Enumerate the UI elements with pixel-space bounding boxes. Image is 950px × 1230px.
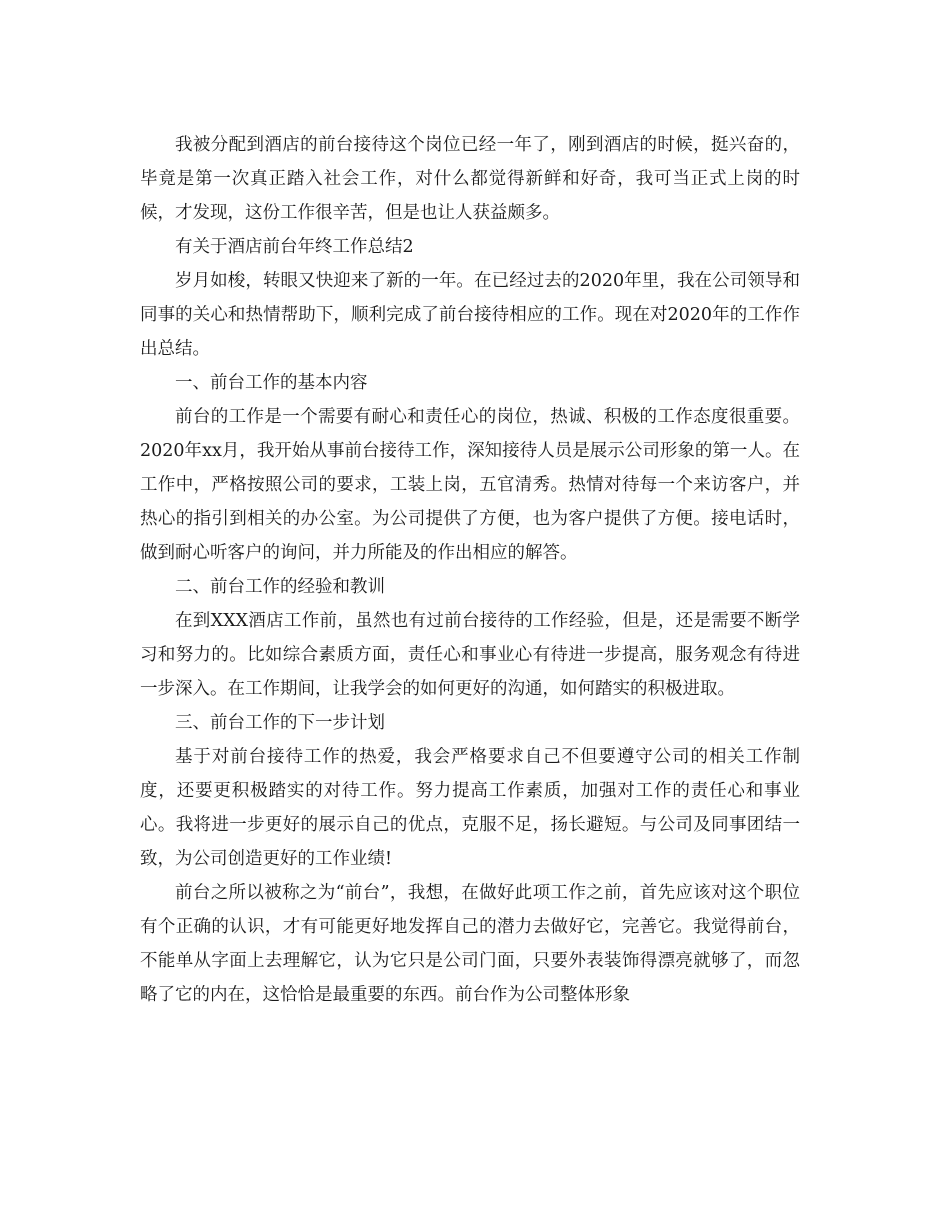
heading-basic-content: 一、前台工作的基本内容 [175,373,368,393]
document-body [140,128,800,1012]
heading-experience-lessons: 二、前台工作的经验和教训 [175,577,385,597]
paragraph-intro: 我被分配到酒店的前台接待这个岗位已经一年了，刚到酒店的时候，挺兴奋的，毕竟是第一次真正踏入社会工作，对什么都觉得新鲜和好奇，我可当正式上岗的时候，才发现，这份工作很辛苦，但是也让人获益颇多。 [140,135,800,223]
heading-next-plan: 三、前台工作的下一步计划 [175,713,385,733]
paragraph-next-plan: 基于对前台接待工作的热爱，我会严格要求自己不但要遵守公司的相关工作制度，还要更积极踏实的对待工作。努力提高工作素质，加强对工作的责任心和事业心。我将进一步更好的展示自己的优点，克服不足，扬长避短。与公司及同事团结一致，为公司创造更好的工作业绩! [140,747,800,869]
section-title: 有关于酒店前台年终工作总结2 [175,237,414,257]
paragraph-basic-content: 前台的工作是一个需要有耐心和责任心的岗位，热诚、积极的工作态度很重要。2020年xx月，我开始从事前台接待工作，深知接待人员是展示公司形象的第一人。在工作中，严格按照公司的要求，工装上岗，五官清秀。热情对待每一个来访客户，并热心的指引到相关的办公室。为公司提供了方便，也为客户提供了方便。接电话时，做到耐心听客户的询问，并力所能及的作出相应的解答。 [140,407,800,563]
paragraph-experience-lessons: 在到XXX酒店工作前，虽然也有过前台接待的工作经验，但是，还是需要不断学习和努力的。比如综合素质方面，责任心和事业心有待进一步提高，服务观念有待进一步深入。在工作期间，让我学会的如何更好的沟通，如何踏实的积极进取。 [140,611,800,699]
paragraph-front-desk-meaning: 前台之所以被称之为“前台”，我想，在做好此项工作之前，首先应该对这个职位有个正确的认识，才有可能更好地发挥自己的潜力去做好它，完善它。我觉得前台，不能单从字面上去理解它，认为它只是公司门面，只要外表装饰得漂亮就够了，而忽略了它的内在，这恰恰是最重要的东西。前台作为公司整体形象 [140,883,800,1005]
paragraph-overview: 岁月如梭，转眼又快迎来了新的一年。在已经过去的2020年里，我在公司领导和同事的关心和热情帮助下，顺利完成了前台接待相应的工作。现在对2020年的工作作出总结。 [140,271,800,359]
